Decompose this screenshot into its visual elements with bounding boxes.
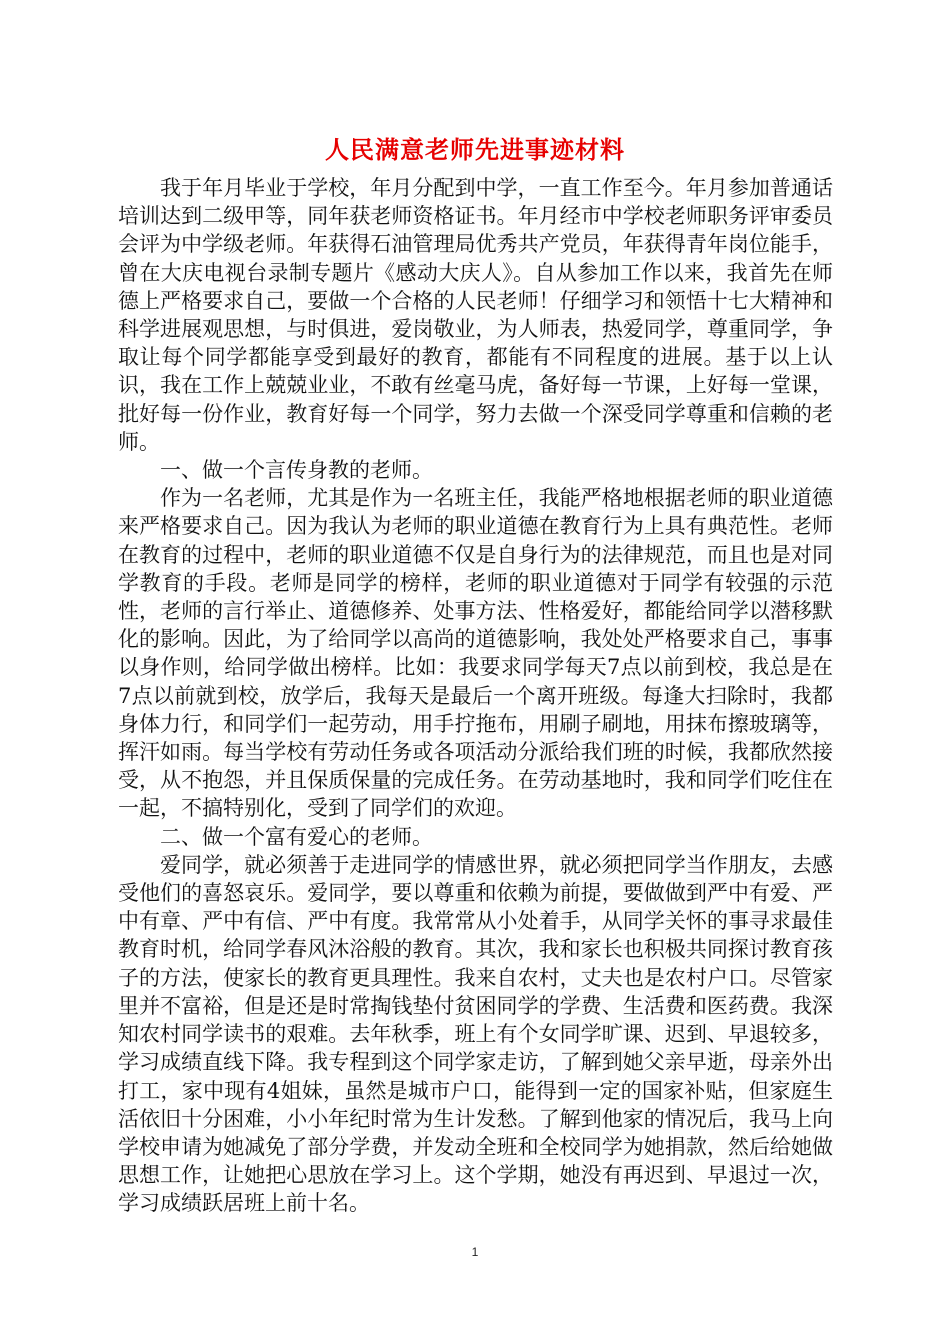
paragraph-intro: 我于年月毕业于学校，年月分配到中学，一直工作至今。年月参加普通话培训达到二级甲等，同年获老师资格证书。年月经市中学校老师职务评审委员会评为中学级老师。年获得石油管理局优秀共产党员，年获得青年岗位能手，曾在大庆电视台录制专题片《感动大庆人》。自从参加工作以来，我首先在师德上严格要求自己，要做一个合格的人民老师！仔细学习和领悟十七大精神和科学进展观思想，与时俱进，爱岗敬业，为人师表，热爱同学，尊重同学，争取让每个同学都能享受到最好的教育，都能有不同程度的进展。基于以上认识，我在工作上兢兢业业，不敢有丝毫马虎，备好每一节课，上好每一堂课，批好每一份作业，教育好每一个同学，努力去做一个深受同学尊重和信赖的老师。 <box>118 176 833 454</box>
page-number: 1 <box>471 1245 479 1259</box>
section-heading-2: 二、做一个富有爱心的老师。 <box>160 824 433 849</box>
paragraph-section-1: 作为一名老师，尤其是作为一名班主任，我能严格地根据老师的职业道德来严格要求自己。因为我认为老师的职业道德在教育行为上具有典范性。老师在教育的过程中，老师的职业道德不仅是自身行为的法律规范，而且也是对同学教育的手段。老师是同学的榜样，老师的职业道德对于同学有较强的示范性，老师的言行举止、道德修养、处事方法、性格爱好，都能给同学以潜移默化的影响。因此，为了给同学以高尚的道德影响，我处处严格要求自己，事事以身作则，给同学做出榜样。比如：我要求同学每天7点以前到校，我总是在7点以前就到校，放学后，我每天是最后一个离开班级。每逢大扫除时，我都身体力行，和同学们一起劳动，用手拧拖布，用刷子刷地，用抹布擦玻璃等，挥汗如雨。每当学校有劳动任务或各项活动分派给我们班的时候，我都欣然接受，从不抱怨，并且保质保量的完成任务。在劳动基地时，我和同学们吃住在一起，不搞特别化，受到了同学们的欢迎。 <box>118 486 833 821</box>
paragraph-section-2: 爱同学，就必须善于走进同学的情感世界，就必须把同学当作朋友，去感受他们的喜怒哀乐。爱同学，要以尊重和依赖为前提，要做做到严中有爱、严中有章、严中有信、严中有度。我常常从小处着手，从同学关怀的事寻求最佳教育时机，给同学春风沐浴般的教育。其次，我和家长也积极共同探讨教育孩子的方法，使家长的教育更具理性。我来自农村，丈夫也是农村户口。尽管家里并不富裕，但是还是时常掏钱垫付贫困同学的学费、生活费和医药费。我深知农村同学读书的艰难。去年秋季，班上有个女同学旷课、迟到、早退较多，学习成绩直线下降。我专程到这个同学家走访，了解到她父亲早逝，母亲外出打工，家中现有4姐妹，虽然是城市户口，能得到一定的国家补贴，但家庭生活依旧十分困难，小小年纪时常为生计发愁。了解到他家的情况后，我马上向学校申请为她减免了部分学费，并发动全班和全校同学为她捐款，然后给她做思想工作，让她把心思放在学习上。这个学期，她没有再迟到、早退过一次，学习成绩跃居班上前十名。 <box>118 852 833 1216</box>
document-body <box>118 174 833 1218</box>
section-heading-1: 一、做一个言传身教的老师。 <box>160 458 433 483</box>
document-title: 人民满意老师先进事迹材料 <box>325 135 625 164</box>
